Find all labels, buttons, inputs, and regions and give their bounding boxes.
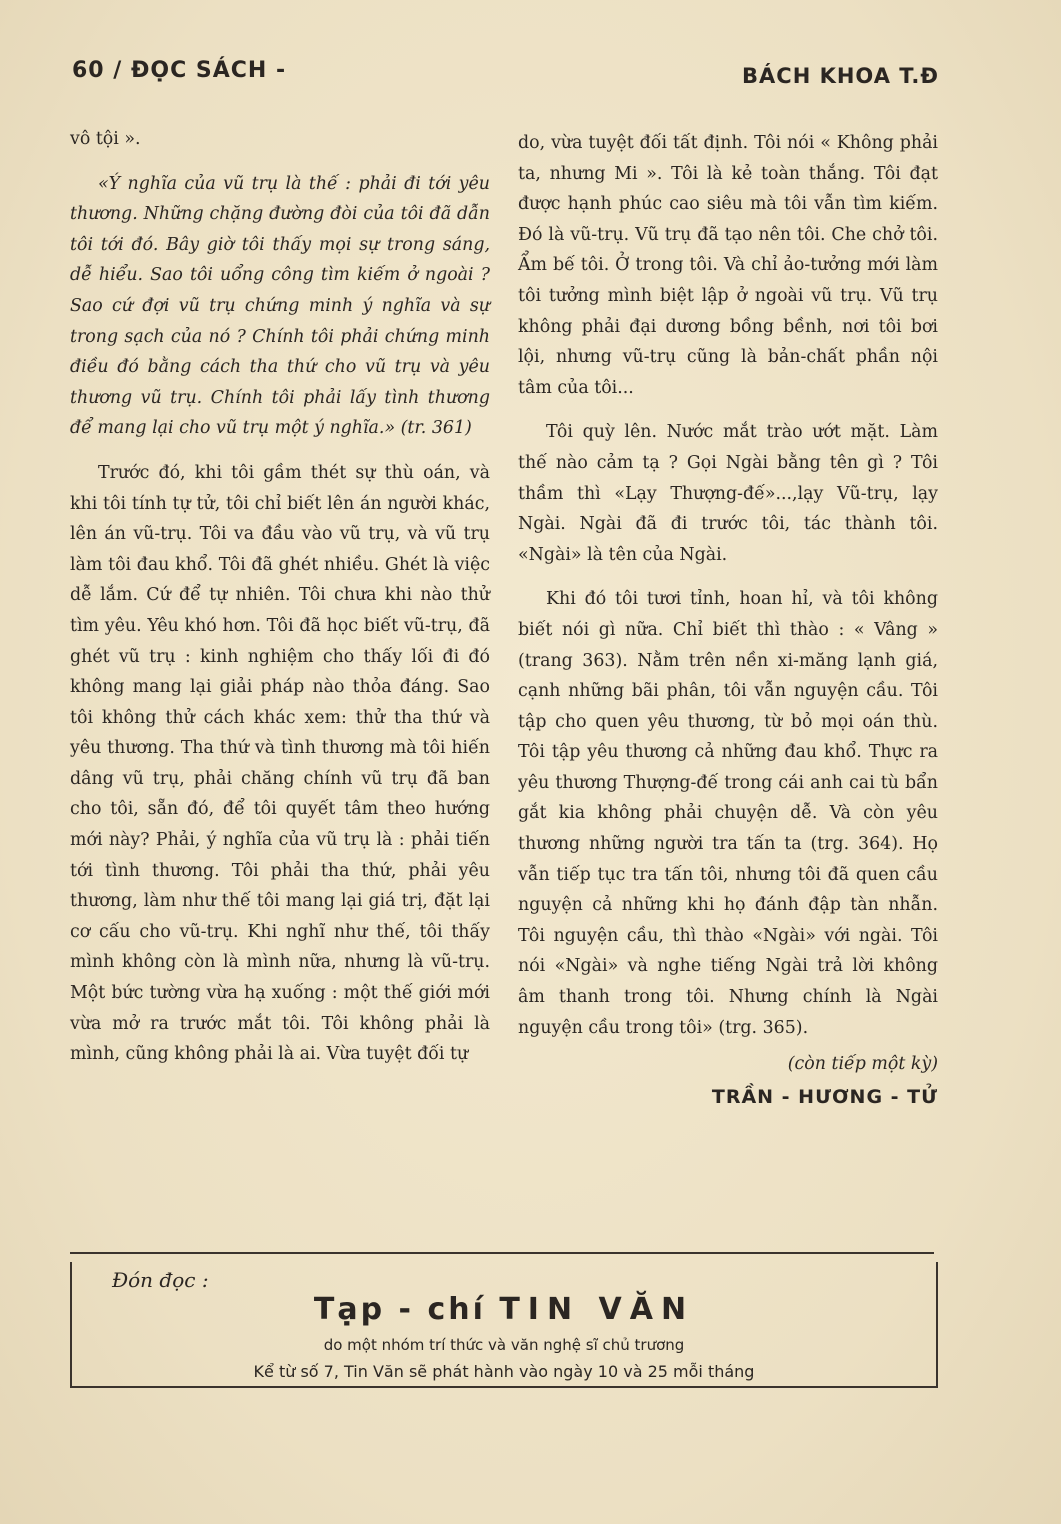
right-column: [518, 128, 938, 1112]
page-header-left: 60 / ĐỌC SÁCH -: [72, 58, 287, 83]
left-column: [70, 124, 490, 1070]
paragraph: Tôi quỳ lên. Nước mắt trào ướt mặt. Làm thế nào cảm tạ ? Gọi Ngài bằng tên gì ? Tôi thầm thì «Lạy Thượng-đế»...,lạy Vũ-trụ, lạy Ngài. Ngài đã đi trước tôi, tác thành tôi. «Ngài» là tên của Ngài.: [518, 422, 938, 565]
ad-title-prefix: Tạp - chí: [313, 1292, 486, 1327]
quote-paragraph: «Ý nghĩa của vũ trụ là thế : phải đi tới yêu thương. Những chặng đường đòi của tôi đã dẫn tôi tới đó. Bây giờ tôi thấy mọi sự trong sáng, dễ hiểu. Sao tôi uổng công tìm kiếm ở ngoài ? Sao cứ đợi vũ trụ chứng minh ý nghĩa và sự trong sạch của nó ? Chính tôi phải chứng minh điều đó bằng cách tha thứ cho vũ trụ và yêu thương vũ trụ. Chính tôi phải lấy tình thương để mang lại cho vũ trụ một ý nghĩa.» (tr. 361): [70, 173, 490, 439]
paragraph: do, vừa tuyệt đối tất định. Tôi nói « Không phải ta, nhưng Mi ». Tôi là kẻ toàn thắng. Tôi đạt được hạnh phúc cao siêu mà tôi vẫn tìm kiếm. Đó là vũ-trụ. Vũ trụ đã tạo nên tôi. Che chở tôi. Ẩm bế tôi. Ở trong tôi. Và chỉ ảo-tưởng mới làm tôi tưởng mình biệt lập ở ngoài vũ trụ. Vũ trụ không phải đại dương bồng bềnh, nơi tôi bơi lội, nhưng vũ-trụ cũng là bản-chất phần nội tâm của tôi...: [518, 133, 938, 398]
paragraph: Trước đó, khi tôi gầm thét sự thù oán, và khi tôi tính tự tử, tôi chỉ biết lên án người khác, lên án vũ-trụ. Tôi va đầu vào vũ trụ, và vũ trụ làm tôi đau khổ. Tôi đã ghét nhiều. Ghét là việc dễ lắm. Cứ để tự nhiên. Tôi chưa khi nào thử tìm yêu. Yêu khó hơn. Tôi đã học biết vũ-trụ, đã ghét vũ trụ : kinh nghiệm cho thấy lối đi đó không mang lại giải pháp nào thỏa đáng. Sao tôi không thử cách khác xem: thử tha thứ và yêu thương. Tha thứ và tình thương mà tôi hiến dâng vũ trụ, phải chăng chính vũ trụ đã ban cho tôi, sẵn đó, để tôi quyết tâm theo hướng mới này? Phải, ý nghĩa của vũ trụ là : phải tiến tới tình thương. Tôi phải tha thứ, phải yêu thương, làm như thế tôi mang lại giá trị, đặt lại cơ cấu cho vũ-trụ. Khi nghĩ như thế, tôi thấy mình không còn là mình nữa, nhưng là vũ-trụ. Một bức tường vừa hạ xuống : một thế giới mới vừa mở ra trước mắt tôi. Tôi không phải là mình, cũng không phải là ai. Vừa tuyệt đối tự: [70, 462, 490, 1065]
ad-info: Kể từ số 7, Tin Văn sẽ phát hành vào ngày 10 và 25 mỗi tháng: [253, 1362, 755, 1381]
ad-title: [72, 1292, 936, 1327]
paragraph: vô tội ».: [70, 129, 141, 149]
advertisement-box: [70, 1262, 938, 1388]
paragraph: Khi đó tôi tươi tỉnh, hoan hỉ, và tôi không biết nói gì nữa. Chỉ biết thì thào : « Vâng » (trang 363). Nằm trên nền xi-măng lạnh giá, cạnh những bãi phân, tôi vẫn nguyện cầu. Tôi tập cho quen yêu thương, từ bỏ mọi oán thù. Tôi tập yêu thương cả những đau khổ. Thực ra yêu thương Thượng-đế trong cái anh cai tù bẩn gắt kia không phải chuyện dễ. Và còn yêu thương những người tra tấn ta (trg. 364). Họ vẫn tiếp tục tra tấn tôi, nhưng tôi đã quen cầu nguyện cả những khi họ đánh đập tàn nhẫn. Tôi nguyện cầu, thì thào «Ngài» với ngài. Tôi nói «Ngài» và nghe tiếng Ngài trả lời không âm thanh trong tôi. Nhưng chính là Ngài nguyện cầu trong tôi» (trg. 365).: [518, 589, 938, 1038]
ad-subtitle: do một nhóm trí thức và văn nghệ sĩ chủ trương: [323, 1336, 685, 1354]
page-header-right: BÁCH KHOA T.Đ: [742, 64, 939, 88]
divider: [70, 1252, 934, 1254]
ad-title-name: TIN VĂN: [499, 1292, 695, 1327]
author-name: TRẦN - HƯƠNG - TỬ: [711, 1085, 938, 1108]
continued-note: (còn tiếp một kỳ): [787, 1054, 938, 1075]
ad-lead: Đón đọc :: [112, 1268, 209, 1292]
